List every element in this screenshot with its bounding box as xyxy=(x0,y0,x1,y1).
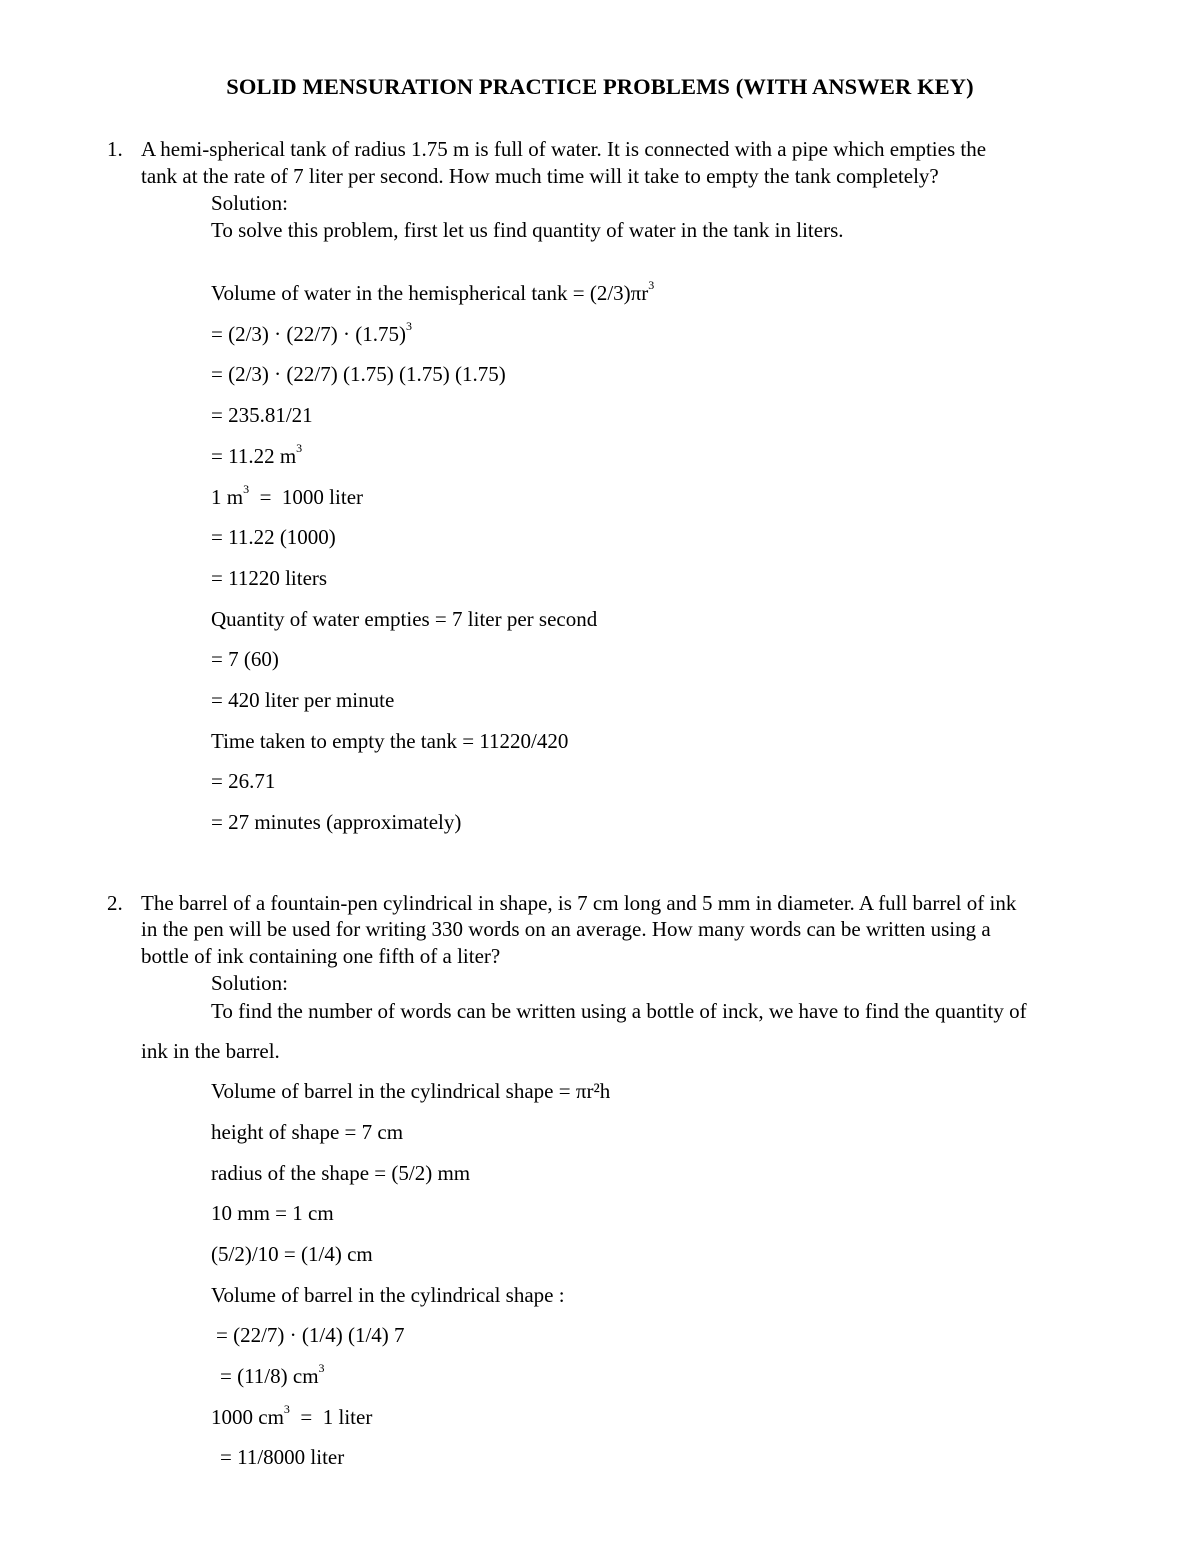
solution-intro: To solve this problem, first let us find quantity of water in the tank in liters. xyxy=(211,218,844,242)
solution-label: Solution: xyxy=(211,191,289,215)
problem-number: 1. xyxy=(107,137,123,161)
solution-step: height of shape = 7 cm xyxy=(211,1120,404,1144)
solution-step: = 11/8000 liter xyxy=(220,1445,345,1469)
solution-step: = 11.22 (1000) xyxy=(211,525,336,549)
solution-step: = 11.22 $m^3$ xyxy=(211,441,303,468)
solution-step: = (2/3) · (22/7) (1.75) (1.75) (1.75) xyxy=(211,362,506,386)
solution-step: = 27 minutes (approximately) xyxy=(211,810,462,834)
problem-statement-line: A hemi-spherical tank of radius 1.75 m is full of water. It is connected with a pipe which empties the xyxy=(141,137,987,161)
problem-statement-line: in the pen will be used for writing 330 words on an average. How many words can be written using a xyxy=(141,917,991,941)
solution-intro: To find the number of words can be written using a bottle of inck, we have to find the quantity of xyxy=(211,999,1027,1023)
solution-step: Volume of water in the hemispherical $\tan k = (2/3)\pi r^3$ xyxy=(211,278,655,305)
problem-statement-line: bottle of ink containing one fifth of a liter? xyxy=(141,944,501,968)
solution-step: 1000 $cm^3 = 1$ liter xyxy=(211,1402,373,1429)
solution-step: radius of the shape = (5/2) mm xyxy=(211,1161,471,1185)
problem-number: 2. xyxy=(107,891,123,915)
solution-step: = 235.81/21 xyxy=(211,403,313,427)
solution-step: = $(2/3) \cdot (22/7) \cdot (1.75)^3$ xyxy=(211,319,412,346)
solution-step: = (22/7) · (1/4) (1/4) 7 xyxy=(216,1323,405,1347)
solution-intro: ink in the barrel. xyxy=(141,1039,280,1063)
solution-step: (5/2)/10 = (1/4) cm xyxy=(211,1242,373,1266)
solution-step: Volume of barrel in the cylindrical shape = πr²h xyxy=(211,1079,611,1103)
solution-step: = 11220 liters xyxy=(211,566,328,590)
problem-statement-line: The barrel of a fountain-pen cylindrical in shape, is 7 cm long and 5 mm in diameter. A full barrel of ink xyxy=(141,891,1017,915)
solution-step: Volume of barrel in the cylindrical shape : xyxy=(211,1283,565,1307)
solution-step: 1 $m^3 = 1000$ liter xyxy=(211,482,364,509)
solution-step: 10 mm = 1 cm xyxy=(211,1201,334,1225)
solution-step: Time taken to empty the tank = 11220/420 xyxy=(211,729,569,753)
solution-step: = (11/8) $cm^3$ xyxy=(220,1361,325,1388)
problem-statement-line: tank at the rate of 7 liter per second. How much time will it take to empty the tank completely? xyxy=(141,164,939,188)
solution-label: Solution: xyxy=(211,971,289,995)
solution-step: = 420 liter per minute xyxy=(211,688,395,712)
solution-step: Quantity of water empties = 7 liter per second xyxy=(211,607,598,631)
solution-step: = 7 (60) xyxy=(211,647,279,671)
page-title: SOLID MENSURATION PRACTICE PROBLEMS (WITH ANSWER KEY) xyxy=(226,74,974,99)
solution-step: = 26.71 xyxy=(211,769,276,793)
